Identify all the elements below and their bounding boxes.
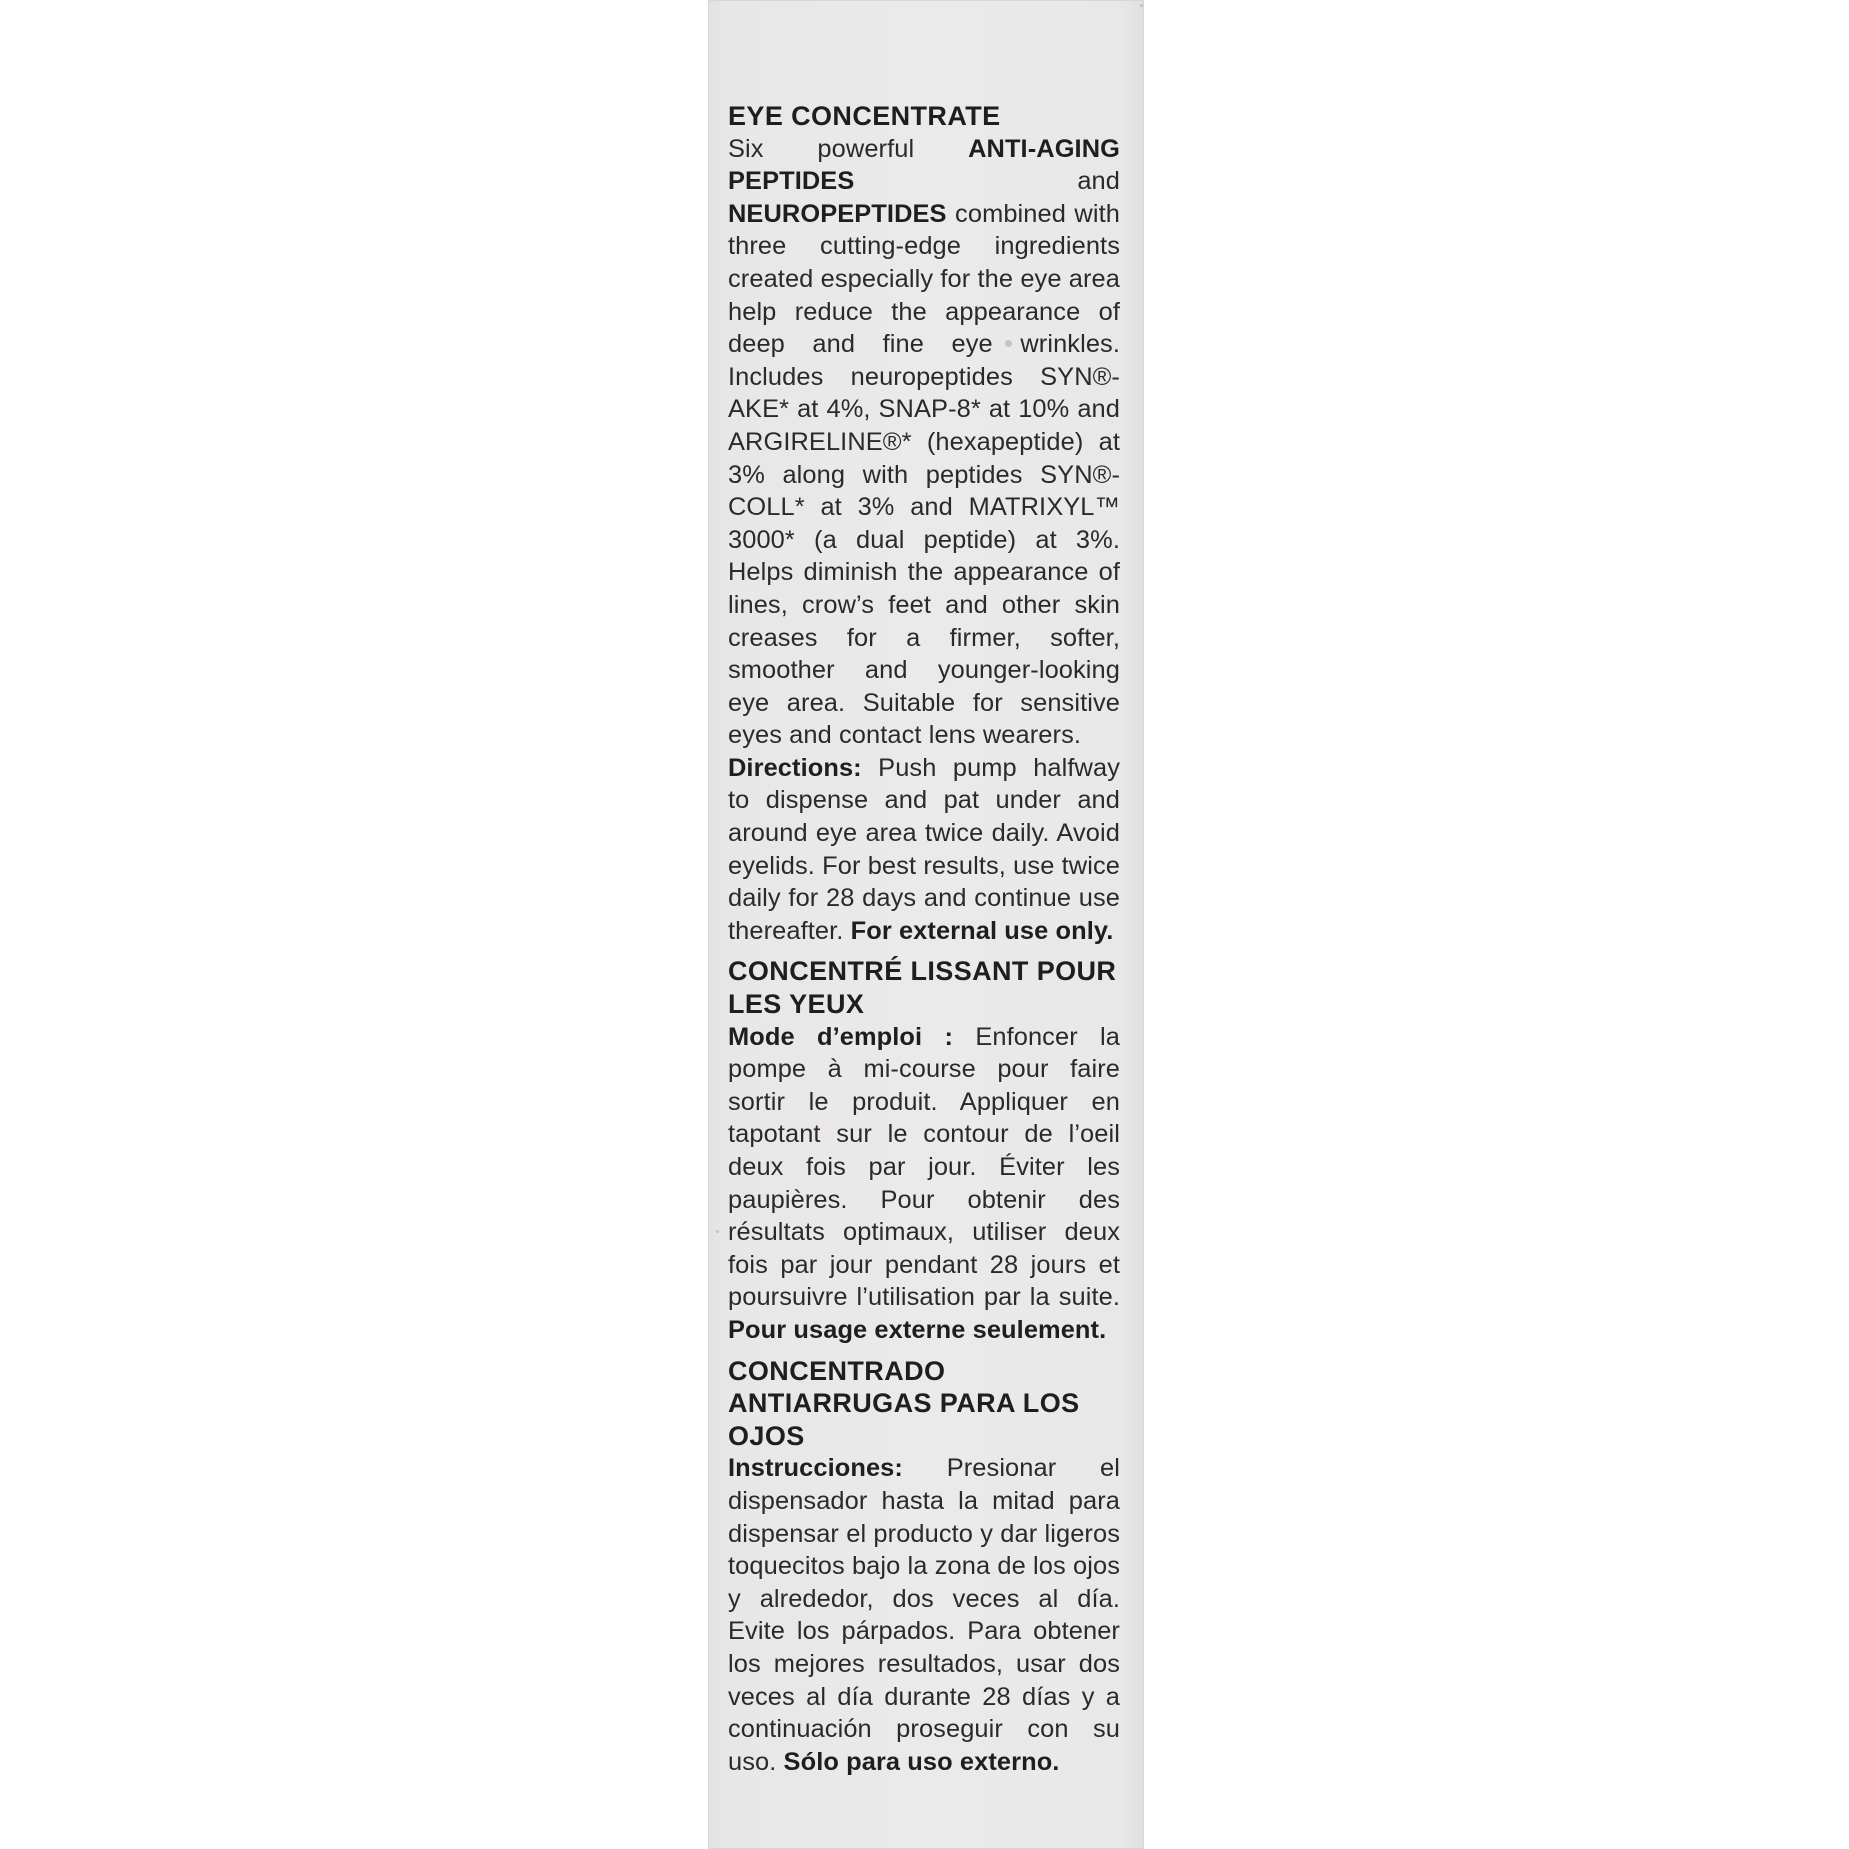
print-speck <box>716 1230 719 1233</box>
warning-text: Pour usage externe seulement. <box>728 1315 1107 1344</box>
intro-text: Six powerful <box>728 134 969 163</box>
directions-text: Presionar el dispensador hasta la mitad para dispensar el producto y dar ligeros toquecitos bajo la zona de los ojos y alrededor, dos veces al día. Evite los párpados. Para obtener los mejores resultados, usar dos veces al día durante 28 días y a continuación proseguir con su uso. <box>728 1454 1120 1776</box>
section-english <box>728 100 1120 947</box>
warning-text: For external use only. <box>850 916 1114 945</box>
warning-text: Sólo para uso externo. <box>783 1747 1060 1776</box>
directions-label: Mode d’emploi : <box>728 1022 954 1051</box>
directions-paragraph <box>728 1452 1120 1778</box>
description-body: combined with three cutting-edge ingredients created especially for the eye area help reduce the appearance of deep and fine eye wrinkles. Includes neuropeptides SYN®-AKE* at 4%, SNAP-8* at 10% and ARGIRELINE®* (hexapeptide) at 3% along with peptides SYN®-COLL* at 3% and MATRIXYL™ 3000* (a dual peptide) at 3%. Helps diminish the appearance of lines, crow’s feet and other skin creases for a firmer, softer, smoother and younger-looking eye area. Suitable for sensitive eyes and contact lens wearers. <box>728 199 1120 750</box>
section-spanish <box>728 1355 1120 1779</box>
print-speck <box>1140 4 1143 7</box>
section-heading: CONCENTRADO ANTIARRUGAS PARA LOS OJOS <box>728 1355 1080 1451</box>
directions-text: Enfoncer la pompe à mi-course pour faire sortir le produit. Appliquer en tapotant sur le contour de l’oeil deux fois par jour. Éviter les paupières. Pour obtenir des résultats optimaux, utiliser deux fois par jour pendant 28 jours et poursuivre l’utilisation par la suite. <box>728 1022 1120 1312</box>
neuropeptides-text: NEUROPEPTIDES <box>728 199 947 228</box>
directions-label: Directions: <box>728 753 862 782</box>
label-text-block <box>728 100 1120 1778</box>
directions-paragraph <box>728 752 1120 948</box>
anti-aging-peptides-text: ANTI-AGING PEPTIDES <box>728 134 1120 196</box>
directions-label: Instrucciones: <box>728 1454 903 1483</box>
intro-connector-text: and <box>854 167 1120 196</box>
section-heading: EYE CONCENTRATE <box>728 101 1001 131</box>
section-french <box>728 955 1120 1346</box>
directions-text: Push pump halfway to dispense and pat under and around eye area twice daily. Avoid eyelids. For best results, use twice daily for 28 days and continue use thereafter. <box>728 753 1120 945</box>
description-paragraph <box>728 133 1120 752</box>
section-heading: CONCENTRÉ LISSANT POUR LES YEUX <box>728 956 1117 1020</box>
directions-paragraph <box>728 1021 1120 1347</box>
